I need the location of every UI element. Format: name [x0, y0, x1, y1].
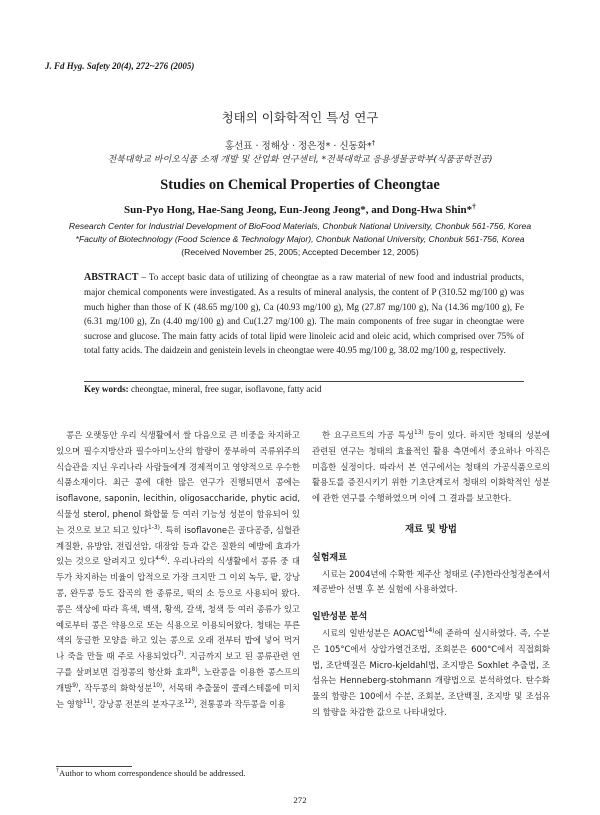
intro-paragraph-continued	[312, 428, 550, 507]
affiliation-english-1: Research Center for Industrial Development of BioFood Materials, Chonbuk National University, Chonbuk 561-756, Korea	[68, 221, 532, 231]
authors-english-names: Sun-Pyo Hong, Hae-Sang Jeong, Eun-Jeong Jeong*, and Dong-Hwa Shin*	[124, 204, 473, 216]
title-english: Studies on Chemical Properties of Cheongtae	[160, 177, 440, 193]
citation-ref[interactable]: 1-3)	[148, 524, 160, 531]
citation-ref[interactable]: 14)	[424, 628, 435, 635]
subsection-heading-materials: 실험재료	[312, 552, 347, 563]
citation-ref[interactable]: 11)	[82, 698, 93, 705]
citation-ref[interactable]: 10)	[152, 682, 163, 689]
citation-ref[interactable]: 4-6)	[155, 556, 168, 563]
text-run: , 서목태 추출물이 콜레스테롤에 미치는 영향	[56, 682, 300, 709]
keywords-text: cheongtae, mineral, free sugar, isoflavone, fatty acid	[128, 384, 322, 394]
journal-citation: J. Fd Hyg. Safety 20(4), 272~276 (2005)	[45, 61, 195, 71]
keywords-label: Key words:	[84, 384, 129, 394]
text-run: 한 요구르트의 가공 특성	[322, 430, 414, 440]
intro-paragraph	[56, 428, 300, 712]
abstract	[84, 270, 524, 357]
text-run: 시료의 일반성분은 AOAC법	[322, 627, 425, 638]
text-run: , 노란콩을 이용한 콩스프의 개발	[56, 666, 300, 693]
text-run: . 특히 isoflavone은 골다공증, 심혈관계질환, 유방암, 전립선암, 대장암 등과 같은 질환의 예방에 효과가 있는 것으로 알려지고 있다	[56, 524, 300, 567]
footnote	[56, 768, 245, 778]
body-right-column	[312, 428, 550, 721]
authors-korean-names: 홍선표 · 정해상 · 정은정* · 신동화*	[224, 141, 372, 152]
received-dates: (Received November 25, 2005; Accepted December 12, 2005)	[181, 247, 419, 257]
citation-ref[interactable]: 12)	[184, 698, 194, 705]
citation-ref[interactable]: 7)	[177, 651, 184, 658]
affiliation-korean: 전북대학교 바이오식품 소재 개발 및 산업화 연구센터, *전북대학교 응용생물공학부(식품공학전공)	[107, 155, 493, 165]
materials-paragraph: 시료는 2004년에 수확한 제주산 청태로 (주)한라산청정촌에서 제공받아 선별 후 본 실험에 사용하였다.	[312, 568, 550, 595]
text-run: , 작두콩의 화학성분	[78, 682, 153, 693]
authors-korean	[0, 138, 600, 152]
text-run: 등이 있다. 하지만 청태의 성분에 관련된 연구는 청태의 효율적인 활용 측면에서 중요하나 아직은 미흡한 실정이다. 따라서 본 연구에서는 청태의 가공식품으로의 활용도를 증진시키기 위한 기초단계로서 청태의 이화학적인 성분에 관한 연구를 수행하였으며 이에 그 결과를 보고한다.	[312, 430, 550, 504]
subsection-heading-proximate-analysis: 일반성분 분석	[312, 612, 368, 623]
text-run: 콩은 오랫동안 우리 식생활에서 쌀 다음으로 큰 비중을 차지하고 있으며 필수지방산과 필수아미노산의 함량이 풍부하여 곡류위주의 식습관을 지닌 우리나라 사람들에게 경제적이고 영양적으로 우수한 식품소재이다. 최근 콩에 대한 많은 연구가 진행되면서 콩에는 isoflavone, saponin, lecithin, oligosaccharide, phytic acid, 식물성 sterol, phenol 화합물 등 여러 기능성 성분이 함유되어 있는 것으로 보고 되고 있다	[56, 430, 300, 535]
proximate-analysis-paragraph	[312, 626, 550, 721]
text-run: 에 준하여 실시하였다. 즉, 수분은 105°C에서 상압가열건조법, 조회분은 600°C에서 직접회화법, 조단백질은 Micro-kjeldahl법, 조지방은 Soxhlet 추출법, 조섬유는 Henneberg-stohmann 개량법으로 분석하였다. 탄수화물의 함량은 100에서 수분, 조회분, 조단백질, 조지방 및 조섬유의 함량을 차감한 값으로 나타내었다.	[312, 627, 550, 717]
footnote-divider	[56, 766, 132, 767]
spacer	[312, 598, 550, 608]
body-left-column	[56, 428, 300, 712]
title-korean: 청태의 이화학적인 특성 연구	[221, 110, 379, 125]
authors-english	[0, 201, 600, 216]
affiliation-english-2: *Faculty of Biotechnology (Food Science & Technology Major), Chonbuk National University, Chonbuk 561-756, Korea	[75, 234, 525, 244]
citation-ref[interactable]: 13)	[413, 430, 424, 437]
footnote-mark: †	[56, 768, 60, 775]
abstract-label: ABSTRACT	[84, 272, 139, 283]
footnote-text: Author to whom correspondence should be addressed.	[59, 768, 246, 778]
keywords-divider	[84, 381, 524, 382]
text-run: , 전통콩과 작두콩을 이용	[194, 698, 286, 709]
corresponding-mark: †	[371, 138, 376, 147]
section-heading-methods: 재료 및 방법	[405, 523, 457, 535]
keywords	[84, 384, 524, 394]
text-run: , 강낭콩 전분의 분자구조	[92, 698, 185, 709]
citation-ref[interactable]: 8)	[191, 667, 198, 674]
text-run: . 지금까지 보고 된 콩류관련 연구를 살펴보면 검정콩의 항산화 효과	[56, 651, 300, 677]
corresponding-mark: †	[472, 201, 476, 211]
abstract-text: – To accept basic data of utilizing of cheongtae as a raw material of new food and industrial products, major chemical components were investigated. As a results of mineral analysis, the content of P (310.52 mg/100 g) was much higher than those of K (48.65 mg/100 g), Ca (40.93 mg/100 g), Mg (27.87 mg/100 g), Na (14.36 mg/100 g), Fe (6.31 mg/100 g), Zn (4.40 mg/100 g) and Cu(1.27 mg/100 g). The main components of free sugar in cheongtae were sucrose and glucose. The main fatty acids of total lipid were linoleic acid and oleic acid, which comprised over 75% of total fatty acids. The daidzein and genistein levels in cheongtae were 40.95 mg/100 g, 38.02 mg/100 g, respectively.	[84, 272, 524, 356]
text-run: . 우리나라의 식생활에서 콩류 중 대두가 차지하는 비율이 압적으로 가장 크지만 그 이외 녹두, 팥, 강낭콩, 완두콩 등도 잡곡의 한 종류로, 떡의 소 등으로 사용되어 왔다. 콩은 색상에 따라 흑색, 백색, 황색, 갈색, 청색 등 여러 종류가 있고 예로부터 콩은 약용으로 또는 식용으로 이용되어왔다. 청태는 푸른색의 둥글한 모양을 하고 있는 콩으로 오래 전부터 밥에 넣어 먹거나 죽을 만들 때 주로 사용되었다	[56, 556, 300, 662]
page-number: 272	[293, 795, 307, 805]
citation-ref[interactable]: 9)	[72, 682, 79, 689]
